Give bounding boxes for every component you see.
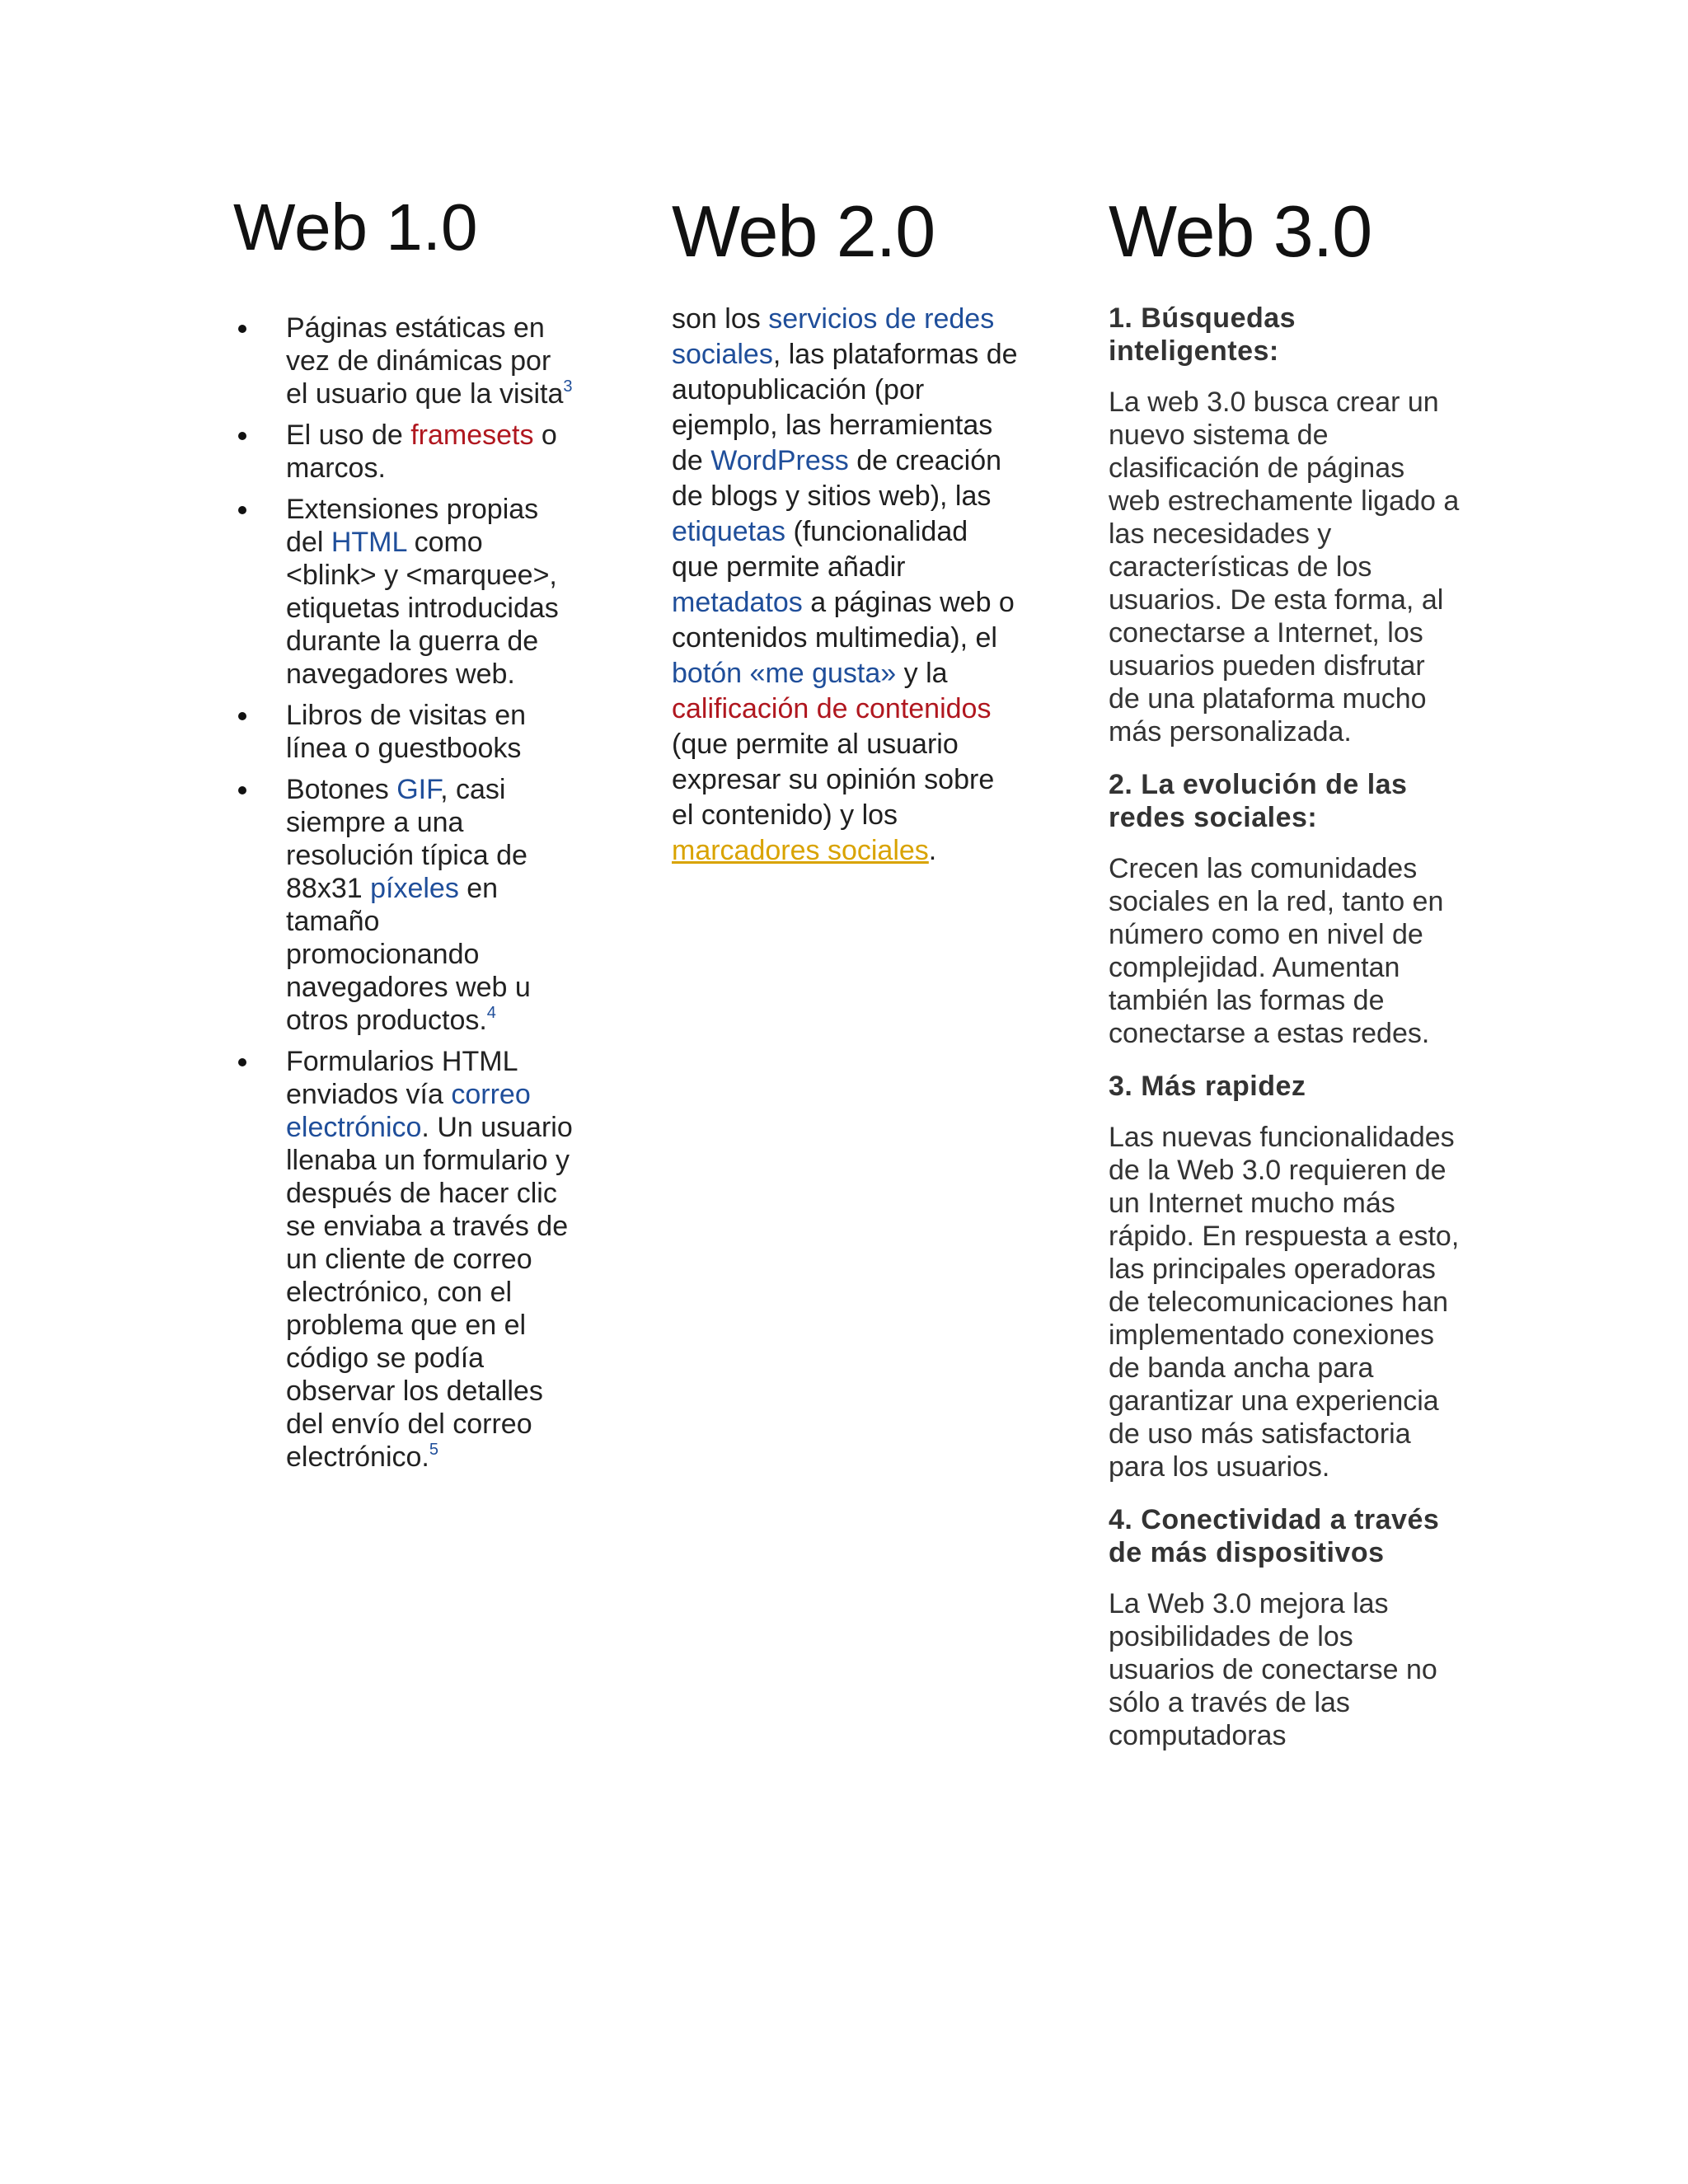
text-run: Extensiones propias del <box>286 494 539 558</box>
inline-link[interactable]: correo electrónico <box>286 1079 531 1143</box>
text-run: Formularios HTML enviados vía <box>286 1046 518 1110</box>
inline-link[interactable]: calificación de contenidos <box>672 693 992 724</box>
web3-sections <box>1109 302 1463 1772</box>
text-run: . Un usuario llenaba un formulario y después de hacer clic se enviaba a través de un cliente de correo electrónico, con el problema que en el código se podía observar los detalles del envío del correo electrónico. <box>286 1112 573 1473</box>
inline-link[interactable]: botón «me gusta» <box>672 658 897 689</box>
inline-link[interactable]: servicios de redes sociales <box>672 303 995 370</box>
bullet-dot-icon <box>238 1058 246 1066</box>
section-title: 3. Más rapidez <box>1109 1071 1306 1102</box>
bullet-item <box>233 699 579 765</box>
section-text: La Web 3.0 mejora las posibilidades de los usuarios de conectarse no sólo a través de las computadoras <box>1109 1588 1437 1751</box>
inline-link[interactable]: HTML <box>331 527 407 558</box>
text-run: son los <box>672 303 769 335</box>
bullet-dot-icon <box>238 432 246 440</box>
heading-web-2: Web 2.0 <box>672 190 935 272</box>
inline-link[interactable]: metadatos <box>672 587 803 618</box>
text-run: , casi siempre a una resolución típica de 88x31 <box>286 774 528 904</box>
inline-link[interactable]: WordPress <box>710 445 849 476</box>
section-title: 2. La evolución de las redes sociales: <box>1109 769 1408 833</box>
bullet-dot-icon <box>238 712 246 720</box>
web1-bullet-list <box>233 312 579 1482</box>
text-run: El uso de <box>286 419 411 451</box>
text-run: y la <box>896 658 948 689</box>
bullet-dot-icon <box>238 786 246 794</box>
heading-web-1: Web 1.0 <box>233 190 478 264</box>
footnote-ref[interactable]: 3 <box>563 377 573 396</box>
text-run: como <blink> y <marquee>, etiquetas introducidas durante la guerra de navegadores web. <box>286 527 559 690</box>
inline-link[interactable]: framesets <box>410 419 534 451</box>
section-title: 4. Conectividad a través de más dispositivos <box>1109 1504 1440 1568</box>
section-text: La web 3.0 busca crear un nuevo sistema de clasificación de páginas web estrechamente ligado a las necesidades y características de los usuarios. De esta forma, al conectarse a Internet, los usuarios pueden disfrutar de una plataforma mucho más personalizada. <box>1109 387 1460 748</box>
inline-link[interactable]: GIF <box>396 774 441 805</box>
text-run: Botones <box>286 774 397 805</box>
web2-paragraph <box>672 302 1018 869</box>
text-run: Páginas estáticas en vez de dinámicas por el usuario que la visita <box>286 312 564 410</box>
text-run: o marcos. <box>286 419 557 484</box>
inline-link[interactable]: marcadores sociales <box>672 835 929 866</box>
section-text: Las nuevas funcionalidades de la Web 3.0 requieren de un Internet mucho más rápido. En respuesta a esto, las principales operadoras de telecomunicaciones han implementado conexiones de banda ancha para garantizar una experiencia de uso más satisfactoria para los usuarios. <box>1109 1122 1460 1483</box>
bullet-item <box>233 419 579 485</box>
bullet-dot-icon <box>238 506 246 514</box>
bullet-dot-icon <box>238 325 246 333</box>
inline-link[interactable]: píxeles <box>370 873 459 904</box>
text-run: , las plataformas de autopublicación (por ejemplo, las herramientas de <box>672 339 1018 476</box>
footnote-ref[interactable]: 4 <box>486 1004 496 1022</box>
bullet-item <box>233 1045 579 1474</box>
inline-link[interactable]: etiquetas <box>672 516 785 547</box>
bullet-item <box>233 493 579 691</box>
text-run: de creación de blogs y sitios web), las <box>672 445 1002 512</box>
section-title: 1. Búsquedas inteligentes: <box>1109 302 1296 367</box>
text-run: Libros de visitas en línea o guestbooks <box>286 700 527 764</box>
text-run: (funcionalidad que permite añadir <box>672 516 968 583</box>
text-run: a páginas web o contenidos multimedia), el <box>672 587 1015 654</box>
text-run: en tamaño promocionando navegadores web u otros productos. <box>286 873 531 1036</box>
heading-web-3: Web 3.0 <box>1109 190 1372 272</box>
footnote-ref[interactable]: 5 <box>429 1441 438 1459</box>
section-text: Crecen las comunidades sociales en la red, tanto en número como en nivel de complejidad. Aumentan también las formas de conectarse a estas redes. <box>1109 853 1444 1049</box>
text-run: . <box>928 835 937 866</box>
text-run: (que permite al usuario expresar su opinión sobre el contenido) y los <box>672 729 995 831</box>
bullet-item <box>233 312 579 410</box>
bullet-item <box>233 773 579 1037</box>
